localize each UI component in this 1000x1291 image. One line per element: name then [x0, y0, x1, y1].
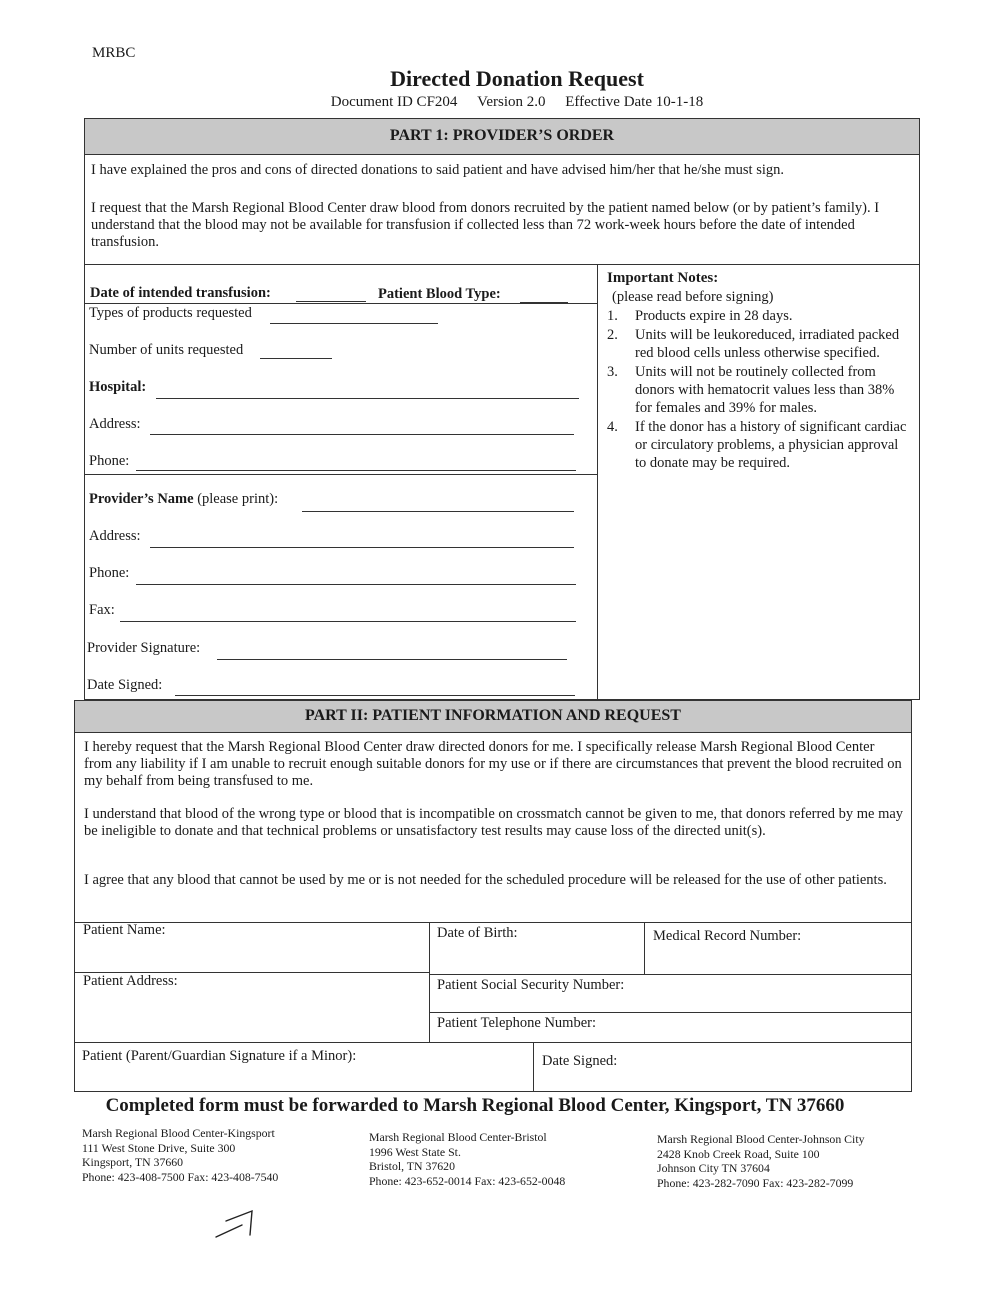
- divider: [84, 474, 597, 475]
- document-version: Version 2.0: [477, 94, 546, 110]
- note-number: 1.: [607, 308, 618, 324]
- form-code: MRBC: [92, 45, 136, 61]
- hospital-phone-field[interactable]: [136, 470, 576, 471]
- document-meta: [0, 94, 1000, 111]
- date-of-transfusion-field[interactable]: [296, 301, 366, 302]
- telephone-field[interactable]: [620, 1014, 908, 1040]
- blood-type-label: Patient Blood Type:: [378, 286, 501, 302]
- patient-name-label: Patient Name:: [83, 922, 166, 938]
- provider-signature-field[interactable]: [217, 659, 567, 660]
- divider: [597, 264, 598, 700]
- location-city: Kingsport, TN 37660: [82, 1155, 184, 1169]
- divider: [84, 303, 597, 304]
- provider-date-signed-label: Date Signed:: [87, 677, 163, 693]
- blood-type-field[interactable]: [520, 302, 568, 303]
- location-city: Bristol, TN 37620: [369, 1159, 455, 1173]
- dob-field[interactable]: [432, 946, 640, 972]
- location-phone: Phone: 423-282-7090 Fax: 423-282-7099: [657, 1175, 854, 1190]
- patient-signature-label: Patient (Parent/Guardian Signature if a Minor):: [82, 1048, 357, 1064]
- location-phone: Phone: 423-408-7500 Fax: 423-408-7540: [82, 1169, 279, 1184]
- provider-fax-label: Fax:: [89, 602, 115, 618]
- note-text: Units will not be routinely collected from donors with hematocrit values less than 38% for females and 39% for males.: [635, 364, 895, 416]
- mrn-label: Medical Record Number:: [653, 928, 802, 944]
- dob-label: Date of Birth:: [437, 925, 518, 941]
- divider: [644, 922, 645, 974]
- part2-paragraph-1: I hereby request that the Marsh Regional Blood Center draw directed donors for me. I specifically release Marsh Regional Blood Center from any liability if I am unable to recruit enough suitable donors for my use or if there are circumstances that prevent the blood recruited on my behalf from being transfused to me.: [84, 739, 902, 789]
- divider: [429, 922, 430, 1042]
- location-name: Marsh Regional Blood Center-Bristol: [369, 1130, 547, 1144]
- provider-phone-label: Phone:: [89, 565, 130, 581]
- provider-phone-field[interactable]: [136, 584, 576, 585]
- note-item: [607, 326, 907, 362]
- divider: [74, 922, 912, 923]
- part1-paragraph-1: I have explained the pros and cons of directed donations to said patient and have advised him/her that he/she must sign.: [91, 162, 784, 178]
- note-item: [607, 363, 907, 417]
- provider-address-label: Address:: [89, 528, 141, 544]
- location-street: 2428 Knob Creek Road, Suite 100: [657, 1146, 820, 1161]
- products-requested-label: Types of products requested: [89, 305, 252, 321]
- patient-address-label: Patient Address:: [83, 973, 178, 989]
- note-number: 2.: [607, 327, 618, 343]
- units-requested-field[interactable]: [260, 358, 332, 359]
- note-text: Products expire in 28 days.: [635, 308, 793, 324]
- location-street: 1996 West State St.: [369, 1144, 461, 1159]
- ssn-field[interactable]: [648, 976, 908, 1010]
- location-bristol: [369, 1130, 565, 1188]
- provider-signature-label: Provider Signature:: [87, 640, 201, 656]
- telephone-label: Patient Telephone Number:: [437, 1015, 596, 1031]
- location-name: Marsh Regional Blood Center-Kingsport: [82, 1126, 275, 1140]
- document-id: Document ID CF204: [330, 94, 458, 110]
- notes-title: Important Notes:: [607, 270, 719, 286]
- note-text: Units will be leukoreduced, irradiated packed red blood cells unless otherwise specified.: [635, 327, 900, 361]
- divider: [74, 1042, 912, 1043]
- divider: [84, 264, 920, 265]
- divider: [429, 974, 912, 975]
- hospital-address-label: Address:: [89, 416, 141, 432]
- note-text: If the donor has a history of significant cardiac or circulatory problems, a physician approval to donate may be required.: [635, 419, 907, 471]
- forwarding-instructions: Completed form must be forwarded to Marsh Regional Blood Center, Kingsport, TN 37660: [105, 1095, 845, 1116]
- location-kingsport: [82, 1126, 278, 1184]
- mrn-field[interactable]: [648, 948, 908, 972]
- units-requested-label: Number of units requested: [89, 342, 244, 358]
- provider-name-hint: (please print):: [197, 491, 279, 507]
- patient-date-signed-field[interactable]: [640, 1046, 908, 1090]
- patient-signature-field[interactable]: [76, 1068, 530, 1090]
- part2-paragraph-2: I understand that blood of the wrong type or blood that is incompatible on crossmatch cannot be given to me, that donors referred by me may be ineligible to donate and that technical problems or unsatisfactory test results may cause loss of the directed unit(s).: [84, 806, 904, 839]
- location-name: Marsh Regional Blood Center-Johnson City: [657, 1132, 865, 1146]
- note-number: 4.: [607, 419, 618, 435]
- patient-name-field[interactable]: [76, 944, 426, 970]
- provider-name-title: Provider’s Name: [89, 491, 194, 507]
- location-phone: Phone: 423-652-0014 Fax: 423-652-0048: [369, 1173, 566, 1188]
- divider: [533, 1042, 534, 1092]
- note-item: [607, 418, 907, 472]
- ssn-label: Patient Social Security Number:: [437, 977, 625, 993]
- date-of-transfusion-label: Date of intended transfusion:: [90, 285, 271, 301]
- provider-name-label: [89, 491, 278, 508]
- part1-heading: PART 1: PROVIDER’S ORDER: [85, 119, 919, 155]
- hospital-label: Hospital:: [89, 379, 147, 395]
- patient-date-signed-label: Date Signed:: [542, 1053, 618, 1069]
- part2-paragraph-3: I agree that any blood that cannot be used by me or is not needed for the scheduled procedure will be released for the use of other patients.: [84, 872, 887, 888]
- part2-heading: PART II: PATIENT INFORMATION AND REQUEST: [75, 701, 911, 733]
- patient-address-field[interactable]: [76, 994, 426, 1040]
- notes-subtitle: (please read before signing): [612, 289, 774, 305]
- location-johnson-city: [657, 1132, 865, 1190]
- note-number: 3.: [607, 364, 618, 380]
- hospital-field[interactable]: [156, 398, 579, 399]
- provider-address-field[interactable]: [150, 547, 574, 548]
- part1-paragraph-2: I request that the Marsh Regional Blood Center draw blood from donors recruited by the patient named below (or by patient’s family). I understand that the blood may not be available for transfusion if collected less than 72 work-week hours before the date of intended transfusion.: [91, 200, 880, 250]
- effective-date: Effective Date 10-1-18: [565, 94, 704, 110]
- divider: [429, 1012, 912, 1013]
- provider-name-field[interactable]: [302, 511, 574, 512]
- provider-date-signed-field[interactable]: [175, 695, 575, 696]
- important-notes: [607, 270, 907, 473]
- handwritten-mark-icon: [212, 1205, 272, 1245]
- hospital-address-field[interactable]: [150, 434, 574, 435]
- note-item: [607, 307, 907, 325]
- hospital-phone-label: Phone:: [89, 453, 130, 469]
- products-requested-field[interactable]: [270, 323, 438, 324]
- provider-fax-field[interactable]: [120, 621, 576, 622]
- page-title: Directed Donation Request: [390, 66, 644, 91]
- location-city: Johnson City TN 37604: [657, 1161, 770, 1175]
- location-street: 111 West Stone Drive, Suite 300: [82, 1140, 236, 1155]
